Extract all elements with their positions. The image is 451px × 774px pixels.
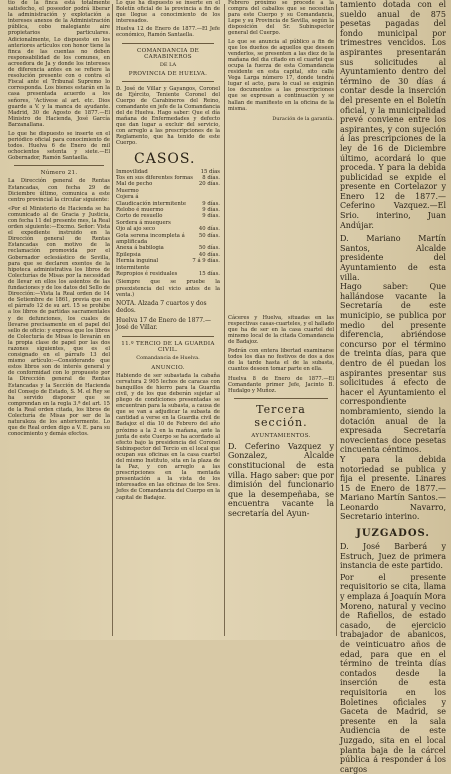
- casos-row: [116, 233, 220, 246]
- column-4: [340, 0, 446, 774]
- paragraph: Por el presente requisitorio se cita, llama y emplaza á Joaquín Mora Moreno, natural y vecino de Rafiellos, de estado casado, de ejercicio trabajador de abanicos, de veinticuatro años de edad, para que en el término de treinta días contados desde la inserción de esta requisitoria en los Boletines oficiales y Gaceta de Madrid, se presente en la sala Audiencia de este Juzgado, sita en el local planta baja de la cárcel pública á responder á los cargos: [340, 572, 446, 774]
- casos-row: [116, 271, 220, 277]
- casos-name: Hernia inguinal intermitente: [116, 258, 159, 271]
- casos-duration: 7 á 9 días.: [192, 258, 220, 265]
- casos-list: [116, 169, 220, 278]
- divider: [14, 165, 104, 166]
- casos-duration: 15 días: [200, 168, 220, 175]
- casos-name: Inmovilidad: [116, 168, 148, 175]
- casos-row: [116, 258, 220, 271]
- paragraph: La Dirección general de Rentas Estancadas, con fecha 29 de Diciembre último, comunica a este centro provincial la circular siguiente:: [8, 178, 110, 203]
- paragraph: D. Ceferino Vazquez y Gonzalez, Alcalde constitucional de esta villa. Hago saber: que por dimisión del funcionario que la desempeñaba, se encuentra vacante la secretaría del Ayun-: [228, 441, 334, 518]
- casos-name: Epilepsia: [116, 251, 141, 258]
- casos-duration: 40 días.: [198, 251, 220, 258]
- casos-duration: 9 días.: [202, 206, 220, 213]
- date-signature: Huelva 17 de Enero de 1877.—José de Villar.: [116, 316, 211, 332]
- casos-header: [116, 151, 220, 167]
- casos-name: Tos en sus diferentes formas: [116, 174, 193, 181]
- paragraph: D. José de Villar y Gayangos, Coronel de Ejército, Teniente Coronel del Cuerpo de Carabineros del Reino, comandante en jefe de la Comandancia del de Huelva. Hago saber: Que el día mañana de Enfermedades y defecto que dan lugar a excluir del servicio, con arreglo a las prescripciones de la Reglamento, que ha tenido de este Cuerpo.: [116, 85, 220, 147]
- section-heading: COMANDANCIA DE CARABINEROS: [136, 47, 200, 60]
- paragraph: Lo que ha dispuesto se inserte en el Boletín oficial de la provincia a fin de que llegue a conocimiento de los interesados.: [116, 0, 220, 25]
- casos-name: Claudicación intermitente: [116, 200, 187, 207]
- paragraph: Lo que he dispuesto se inserte en el periódico oficial para conocimiento de todos. Huelva 6 de Enero de mil ochocientos setenta y siete.—El Gobernador, Ramón Santaella.: [8, 130, 110, 162]
- casos-duration: 9 días.: [202, 200, 220, 207]
- divider: [234, 398, 328, 399]
- casos-duration: 8 días.: [202, 174, 220, 181]
- section-heading: AYUNTAMIENTOS.: [251, 432, 311, 439]
- column-3: [228, 0, 334, 640]
- column-rule: [336, 4, 337, 636]
- section-heading-sub: PROVINCIA DE HUELVA.: [128, 70, 208, 77]
- paragraph: Y para la debida notoriedad se publica y fija el presente. Linares 15 de Enero de 1877.—Mariano Martín Santos.—Leonardo Navarro, Secretario interino.: [340, 454, 446, 522]
- paragraph: Huelva 8 de Enero de 1877.—El Comandante primer Jefe, Jacinto B. Hudalgo y Muñoz.: [228, 375, 334, 394]
- casos-note: (Siempre que se pruebe la preexistencia del vicio antes de la venta.): [116, 279, 220, 298]
- casos-title: CASOS.: [134, 150, 196, 167]
- paragraph: Lo que se anuncia al público a fin de que los dueños de aquellos que deseen venderlos, se presenten a las diez de la mañana del día citado en el cuartel que ocupa la fuerza de esta Comandancia residente en esta capital, sito calle Vega Larga número 17, donde tendrá lugar el acto, para lo cual se exigirán los documentos a las prescripciones que se expresan a continuación y se hallan de manifiesto en la oficina de la misma.: [228, 38, 334, 112]
- casos-name: Corto de resuello: [116, 213, 163, 220]
- casos-name: Muermo: [116, 187, 139, 194]
- note: NOTA. Alzada 7 cuartos y dos dedos.: [116, 299, 207, 315]
- paragraph: Huelva 12 de Enero de 1877.—El Jefe económico, Ramón Santaella.: [116, 26, 220, 39]
- column-rule: [112, 4, 113, 636]
- paragraph: D. Mariano Martín Santos, Alcalde presidente del Ayuntamiento de esta villa.: [340, 234, 446, 282]
- divider: [122, 336, 214, 337]
- divider: [122, 81, 214, 82]
- section-title: Tercera sección.: [254, 402, 308, 429]
- section-heading-sub: Comandancia de Huelva.: [136, 354, 200, 361]
- paragraph: Cáceres y Huelva, situadas en las respectivas casas-cuarteles, y el hallado que ha de ser en la casa cuartel del minsmo local de la citada Comandancia de Badajoz.: [228, 314, 334, 346]
- section-heading-sub: DE LA: [159, 61, 177, 68]
- announcement-heading: ANUNCIO.: [151, 364, 185, 371]
- casos-name: Relobo é muermo: [116, 206, 164, 213]
- paragraph: «Por el Ministerio de Hacienda se ha comunicado al de Gracia y Justicia, con fecha 11 del presente mes, la Real orden siguiente:—Excmo. Señor: Vista el expediente instruido en la Dirección general de Rentas Estancadas con motivo de la reclamación promovida por el Gobernador eclesiástico de Sevilla, para que se declaren exentos de la hipoteca administrativa los libros de Colecturías de Misas por la necesidad de llevar en ellos los asientos de las fundaciones y de los datos del Sello de Dirección:—Vista la Real orden de 14 de Setiembre de 1861, previa que en el párrafo 12 de su art. 15 se prohíbe a los libros de partidas sacramentales y de defunciones, los cuales de llevarse precisamente en el papel del sello de oficio: y expresa que los libros de Colecturía de Misas lo llevarán en la propia clase de papel por las dos razones siguientes, que es el consignado en el párrafo 13 del mismo artículo:—Considerando que estos libros son de interés general y de conformidad con lo propuesto por la Dirección general de Rentas Estancadas y la Sección de Hacienda del Consejo de Estado, S. M. el Rey se ha servido disponer que se comprendan en la regla 3.ª del art. 15 de la Real orden citada, los libros de Colecturía de Misas por ser de la naturaleza de los anteriormente. Lo que de Real orden digo a V. E. para su conocimiento y demás efectos.: [8, 205, 110, 438]
- section-heading: 11.º TERCIO DE LA GUARDIA CIVIL.: [121, 340, 215, 353]
- paragraph: Febrero próximo se procede a la compra del caballos que se necesitan para este Cuerpo y su Comandancia, Lepe y su Provincia de Sevilla, según la disposición del Sr. Subinspector general del Cuerpo.: [228, 0, 334, 37]
- casos-name: Repropios é residuales: [116, 271, 178, 277]
- casos-name: Anexa á babilogia: [116, 245, 164, 252]
- column-2: [116, 0, 220, 640]
- column-1: [8, 0, 110, 640]
- casos-duration: 9 días.: [202, 213, 220, 220]
- casos-duration: 40 días.: [198, 226, 220, 233]
- casos-duration: 20 días.: [198, 181, 220, 188]
- casos-name: Ojo al ajo seco: [116, 226, 156, 233]
- casos-duration: 50 días.: [198, 245, 220, 252]
- casos-name: Sordera á muequers: [116, 219, 171, 226]
- paragraph: tio de la finca está totalmente satisfecho, el poseedor podrá liberar la administración y explotación a intereses anexos de la Administración pública, cobo malegiante aire propietarios particulares. Adicionalmente, Lo dispuesto en los anteriores artículos con honor tiene la finca de las cuentas no deben responsabilidad de los comunes, en acreedora de Ja y donde los intereses de diferencia antes en se refiere la resolución presente con o contra el Fiscal ante el Tribunal Supremo lo corresponda. Los bienes estarán en la casa presentada acuerdo a los señores, 'Actívese al art. etc. Dios guarde a V. y la manca de ayudante. Madrid, 30 de Agosto de 1877.—El Ministro de Hacienda, José García Barzanallana.: [8, 0, 110, 128]
- casos-duration: 50 días.: [198, 232, 220, 239]
- casos-name: Gota serena incompleta á amplificada: [116, 232, 185, 245]
- spacer: [228, 125, 334, 315]
- divider: [122, 43, 214, 44]
- paragraph: tamiento dotada con el sueldo anual de 875 pesetas pagadas del fondo municipal por trimestres vencidos. Los aspirantes presentarán sus solicitudes al Ayuntamiento dentro del término de 30 días á contar desde la inserción del presente en el Boletín oficial, y la municipalidad prevé conviene entre los aspirantes, y con sujeción á las prescripciones de la ley de 16 de Diciembre último, acordará lo que proceda. Y para la debida publicidad se expide el presente en Cortelazor y Enero 12 de 1877.—Ceferino Vazquez.—El Srio. interino, Juan Andújar.: [340, 0, 446, 230]
- paragraph: Habiendo de ser subastada la cabaña cervatura 2 905 lechos de caracas con banquillos de hierro para la Guardia civil, y de los que deberán sujetar al pliego de condiciones presentadas se encuentran para la subasta, a causa de que se van a adjudicar la subasta de cantidad a verse en la Guardia civil de Badajoz el día 10 de Febrero del año próximo a la 2 en la mañana, ante la junta de este Cuerpo se ha acordado al efecto bajo la presidencia del Coronel Subinspector del Tercio en el local que ocupan sus oficinas en la casa cuartel del mismo Instituto, sita en la plaza de la Paz, y con arreglo a las prescripciones en la mentada presentación a la vista de los interesados en las oficinas de los Sres. Jefes de Comandancia del Cuerpo en la capital de Badajoz.: [116, 372, 220, 501]
- casos-name: Cojera á: [116, 194, 139, 201]
- paragraph: D. José Barberá y Estruch, Juez de primera instancia de este partido.: [340, 542, 446, 571]
- casos-duration: 15 días.: [198, 271, 220, 277]
- column-rule: [224, 4, 225, 636]
- section-title: JUZGADOS.: [356, 528, 430, 540]
- casos-name: Mal de pecho: [116, 181, 153, 188]
- paragraph: Podrán con entera libertad examinarse todos los días no festivos de dos a dos de la tarde hasta el de la subasta, cuantos deseen tomar parte en ella.: [228, 348, 334, 373]
- paragraph: Hago saber: Que hallándose vacante la Secretaría de este municipio, se publica por medio del presente diferencia, abriéndose concurso por el término de treinta días, para que dentro de él puedan los aspirantes presentar sus solicitudes á efecto de hacer el Ayuntamiento el correspondiente nombramiento, siendo la dotación anual de la expresada Secretaría novecientas doce pesetas cincuenta céntimos.: [340, 282, 446, 455]
- casos-subheading: Duración de la garantía.: [272, 115, 334, 122]
- section-number: Número 21.: [40, 170, 78, 177]
